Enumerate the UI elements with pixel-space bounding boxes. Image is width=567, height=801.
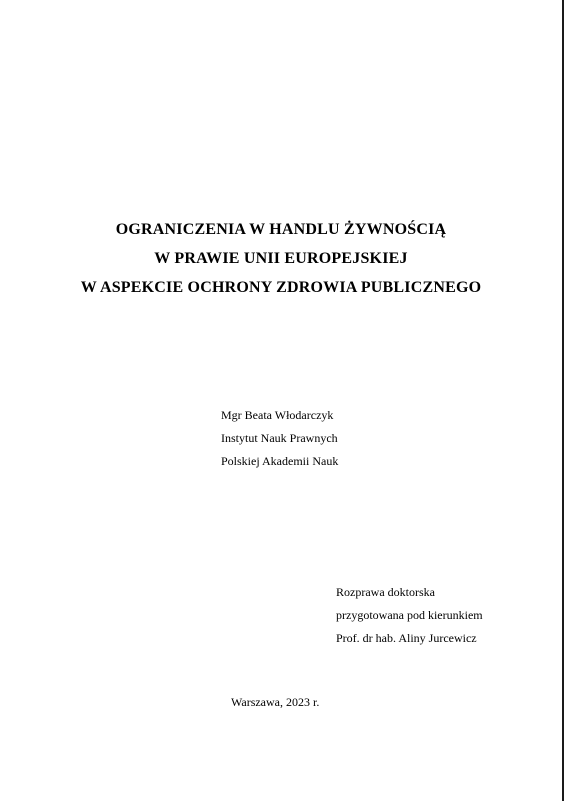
supervision-note: przygotowana pod kierunkiem <box>336 608 483 622</box>
institute-name: Instytut Nauk Prawnych <box>221 431 338 445</box>
title-line-2: W PRAWIE UNII EUROPEJSKIEJ <box>154 250 408 267</box>
place-and-date: Warszawa, 2023 r. <box>231 695 320 709</box>
academy-name: Polskiej Akademii Nauk <box>221 454 339 468</box>
thesis-type: Rozprawa doktorska <box>336 585 435 599</box>
thesis-title <box>0 215 562 302</box>
author-name: Mgr Beata Włodarczyk <box>221 408 334 422</box>
author-affiliation <box>221 404 441 473</box>
title-line-1: OGRANICZENIA W HANDLU ŻYWNOŚCIĄ <box>115 221 447 238</box>
supervisor-name: Prof. dr hab. Aliny Jurcewicz <box>336 631 477 645</box>
title-line-3: W ASPEKCIE OCHRONY ZDROWIA PUBLICZNEGO <box>80 279 482 296</box>
thesis-supervision <box>336 581 536 650</box>
